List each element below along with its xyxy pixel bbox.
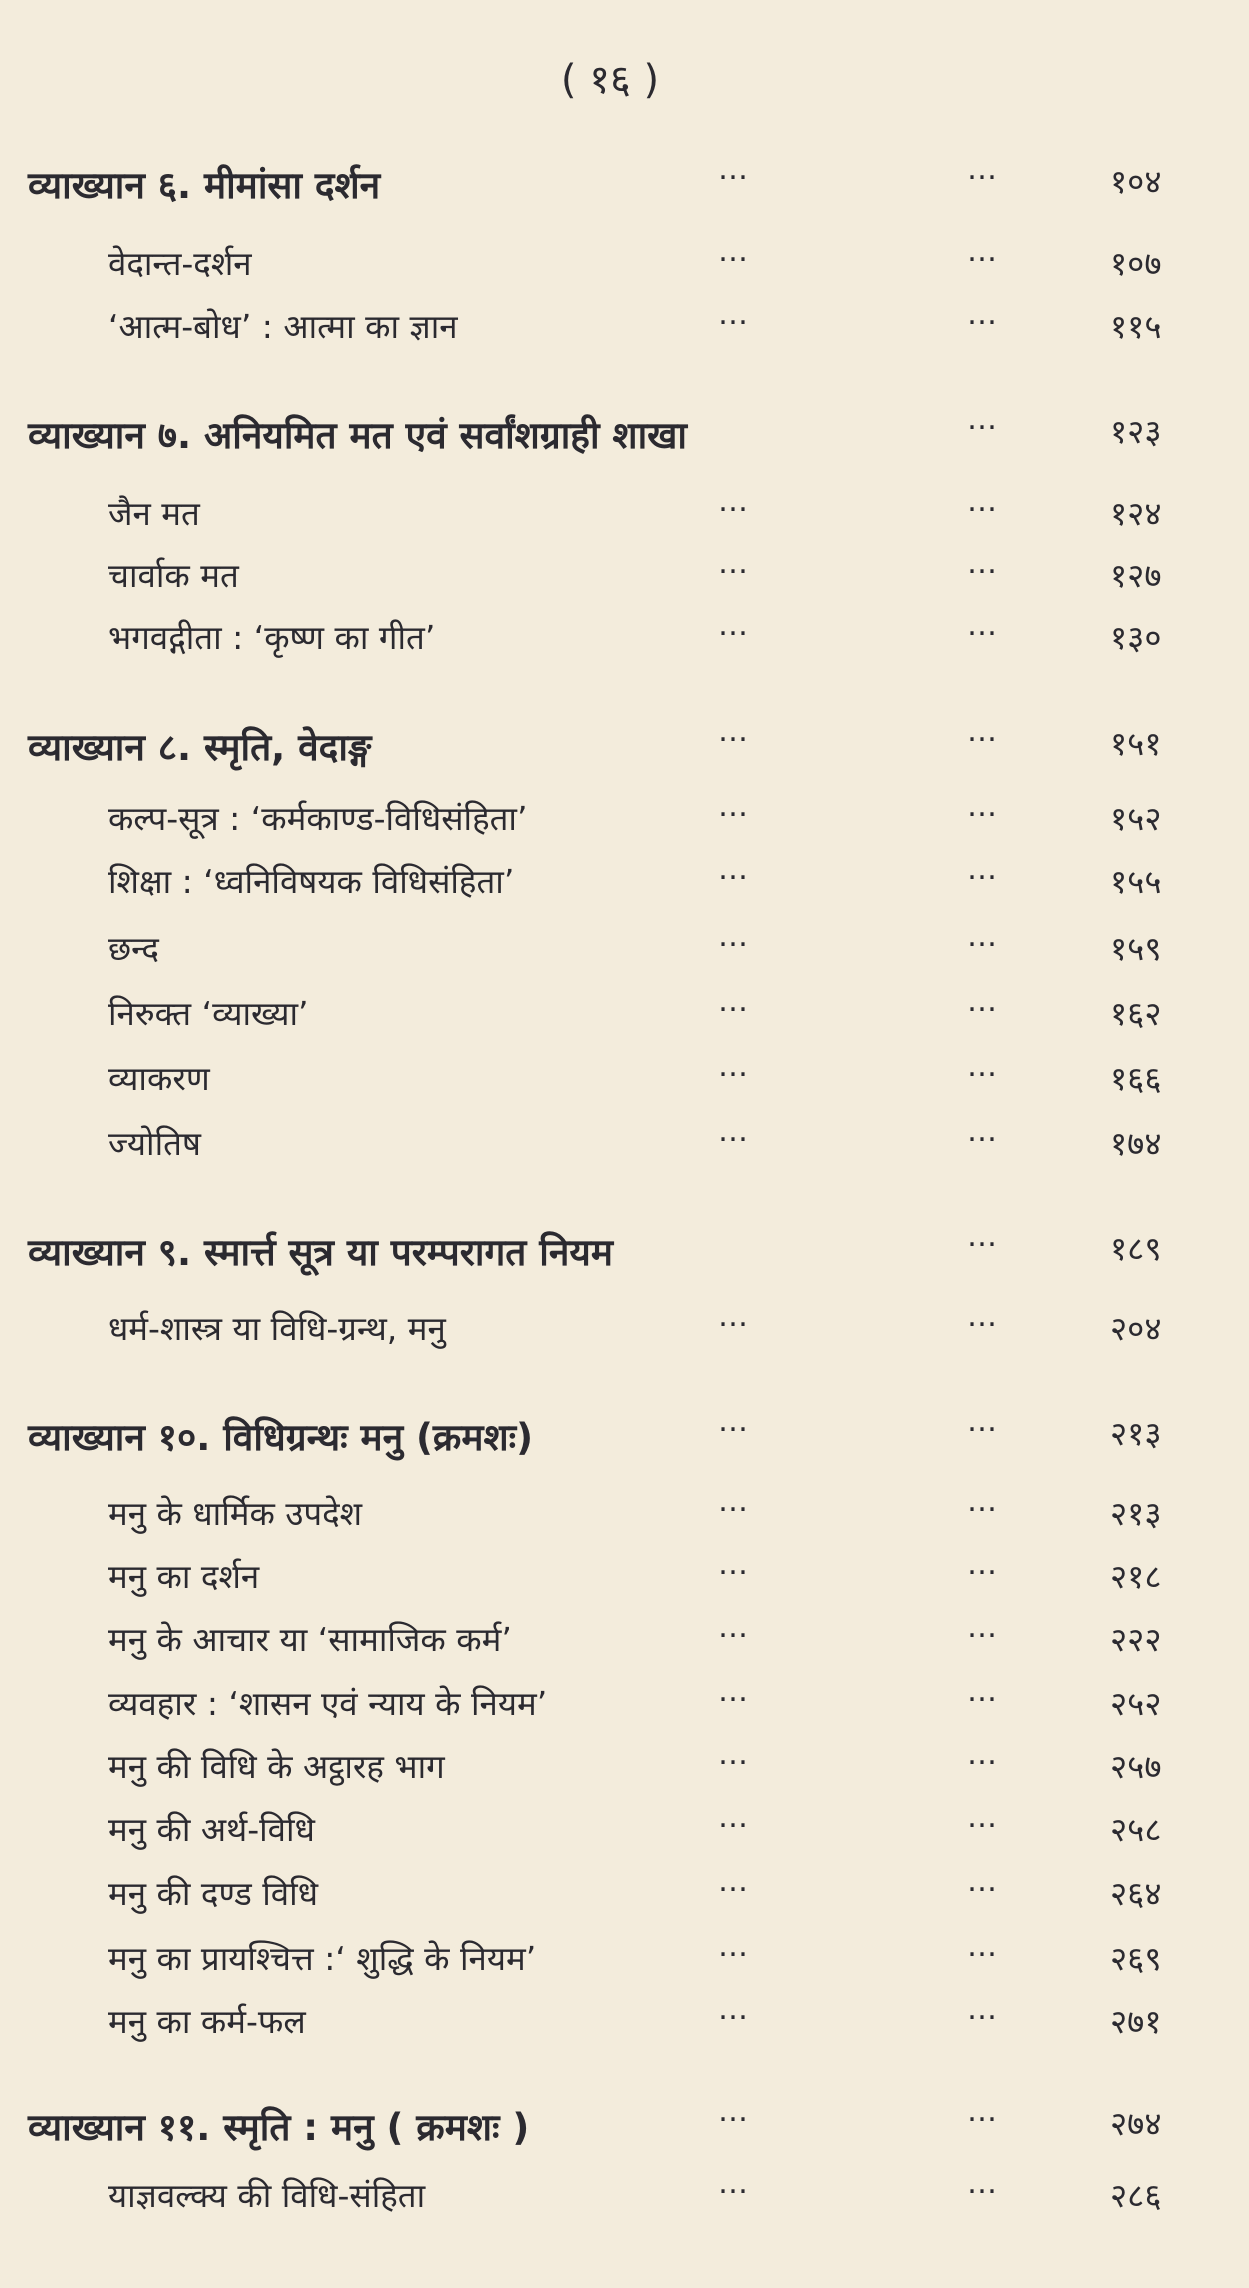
toc-page-number: ११५ [1110,307,1162,346]
toc-lecture-row [0,2094,1249,2149]
toc-entry-row [0,984,1249,1038]
toc-entry-title: व्याकरण [108,1059,210,1098]
leader-dots: … [718,1864,750,1899]
leader-dots: … [718,1299,750,1334]
toc-entry-row [0,1049,1249,1103]
leader-dots: … [718,546,750,581]
toc-entry-title: याज्ञवल्क्य की विधि-संहिता [108,2176,426,2215]
toc-page-number: १०४ [1110,162,1162,201]
toc-entry-title: मनु की विधि के अट्ठारह भाग [108,1747,445,1786]
toc-entry-title: मनु का दर्शन [108,1557,260,1596]
toc-lecture-title: व्याख्यान ६. मीमांसा दर्शन [28,164,381,207]
toc-entry-title: मनु की दण्ड विधि [108,1874,318,1913]
leader-dots: … [967,546,999,581]
leader-dots: … [967,1800,999,1835]
leader-dots: … [967,1114,999,1149]
toc-page-number: २०४ [1110,1309,1162,1348]
leader-dots: … [967,919,999,954]
toc-page-number: १३० [1110,618,1162,657]
toc-page-number: २१८ [1110,1557,1162,1596]
toc-entry-row [0,1547,1249,1601]
toc-page-number: २५२ [1110,1684,1162,1723]
toc-entry-title: धर्म-शास्त्र या विधि-ग्रन्थ, मनु [108,1309,446,1348]
toc-lecture-row [0,1219,1249,1274]
toc-page-number: १५२ [1110,799,1162,838]
leader-dots: … [718,1992,750,2027]
toc-entry-row [0,1737,1249,1791]
leader-dots: … [718,789,750,824]
toc-entry-title: भगवद्गीता : ‘कृष्ण का गीत’ [108,618,436,657]
leader-dots: … [718,1547,750,1582]
leader-dots: … [967,1404,999,1439]
toc-entry-row [0,1864,1249,1918]
toc-page-number: २६९ [1110,1939,1162,1978]
leader-dots: … [718,1800,750,1835]
toc-entry-row [0,1299,1249,1353]
toc-page-number: १५५ [1110,862,1162,901]
leader-dots: … [967,297,999,332]
leader-dots: … [718,1737,750,1772]
leader-dots: … [967,1547,999,1582]
toc-entry-row [0,852,1249,906]
toc-entry-title: मनु की अर्थ-विधि [108,1810,315,1849]
toc-entry-title: ज्योतिष [108,1124,201,1163]
toc-entry-title: ‘आत्म-बोध’ : आत्मा का ज्ञान [108,307,458,346]
toc-lecture-title: व्याख्यान ८. स्मृति, वेदाङ्ग [28,726,372,769]
leader-dots: … [967,234,999,269]
toc-entry-row [0,789,1249,843]
toc-entry-title: मनु के धार्मिक उपदेश [108,1494,363,1533]
leader-dots: … [967,984,999,1019]
toc-entry-row [0,1114,1249,1168]
toc-entry-title: व्यवहार : ‘शासन एवं न्याय के नियम’ [108,1684,548,1723]
leader-dots: … [967,789,999,824]
leader-dots: … [967,714,999,749]
toc-entry-title: निरुक्त ‘व्याख्या’ [108,994,309,1033]
toc-entry-row [0,484,1249,538]
toc-lecture-title: व्याख्यान ११. स्मृति : मनु ( क्रमशः ) [28,2106,530,2149]
leader-dots: … [718,484,750,519]
toc-entry-row [0,546,1249,600]
toc-entry-row [0,1610,1249,1664]
toc-lecture-title: व्याख्यान १०. विधिग्रन्थः मनु (क्रमशः) [28,1416,533,1459]
leader-dots: … [967,1049,999,1084]
toc-entry-row [0,1992,1249,2046]
toc-page-number: १२७ [1110,556,1162,595]
toc-entry-title: चार्वाक मत [108,556,239,595]
leader-dots: … [718,608,750,643]
leader-dots: … [718,1484,750,1519]
leader-dots: … [967,1864,999,1899]
toc-lecture-title: व्याख्यान ७. अनियमित मत एवं सर्वांशग्राही शाखा [28,414,687,457]
toc-page-number: १८९ [1110,1229,1162,1268]
leader-dots: … [718,1610,750,1645]
toc-lecture-title: व्याख्यान ९. स्मार्त्त सूत्र या परम्परागत नियम [28,1231,613,1274]
toc-lecture-row [0,1404,1249,1459]
leader-dots: … [718,1114,750,1149]
leader-dots: … [718,1929,750,1964]
leader-dots: … [967,1674,999,1709]
toc-lecture-row [0,714,1249,769]
toc-entry-row [0,2166,1249,2220]
toc-entry-title: वेदान्त-दर्शन [108,244,252,283]
toc-entry-title: कल्प-सूत्र : ‘कर्मकाण्ड-विधिसंहिता’ [108,799,528,838]
leader-dots: … [967,608,999,643]
leader-dots: … [967,1484,999,1519]
leader-dots: … [967,2094,999,2129]
leader-dots: … [967,1929,999,1964]
toc-page-number: २१३ [1110,1494,1162,1533]
toc-entry-row [0,919,1249,973]
toc-page-number: १७४ [1110,1124,1162,1163]
leader-dots: … [967,2166,999,2201]
toc-page-number: २५८ [1110,1810,1162,1849]
leader-dots: … [967,1299,999,1334]
leader-dots: … [967,1219,999,1254]
toc-lecture-row [0,402,1249,457]
leader-dots: … [718,984,750,1019]
toc-page-number: २७४ [1110,2104,1162,2143]
leader-dots: … [967,1610,999,1645]
toc-entry-title: मनु का प्रायश्चित्त :‘ शुद्धि के नियम’ [108,1939,537,1978]
toc-entry-title: शिक्षा : ‘ध्वनिविषयक विधिसंहिता’ [108,862,515,901]
toc-page-number: १६६ [1110,1059,1162,1098]
toc-page-number: २१३ [1110,1414,1162,1453]
leader-dots: … [967,402,999,437]
toc-page-number: १६२ [1110,994,1162,1033]
toc-entry-row [0,1674,1249,1728]
leader-dots: … [718,152,750,187]
toc-entry-row [0,1800,1249,1854]
page-number: ( १६ ) [560,57,660,103]
toc-lecture-row [0,152,1249,207]
toc-page-number: १०७ [1110,244,1162,283]
leader-dots: … [718,2166,750,2201]
leader-dots: … [718,1404,750,1439]
toc-page-number: १५९ [1110,929,1162,968]
toc-page-number: २६४ [1110,1874,1162,1913]
toc-page-number: १२३ [1110,412,1162,451]
toc-entry-row [0,297,1249,351]
leader-dots: … [718,2094,750,2129]
toc-entry-title: मनु के आचार या ‘सामाजिक कर्म’ [108,1620,512,1659]
toc-entry-title: मनु का कर्म-फल [108,2002,306,2041]
leader-dots: … [718,1674,750,1709]
toc-entry-row [0,234,1249,288]
toc-page-number: २७१ [1110,2002,1162,2041]
leader-dots: … [967,1992,999,2027]
leader-dots: … [718,1049,750,1084]
leader-dots: … [967,152,999,187]
leader-dots: … [718,919,750,954]
leader-dots: … [967,484,999,519]
toc-entry-title: जैन मत [108,494,200,533]
toc-page-number: १५१ [1110,724,1162,763]
toc-page-number: २२२ [1110,1620,1162,1659]
leader-dots: … [718,714,750,749]
leader-dots: … [718,297,750,332]
toc-entry-row [0,608,1249,662]
toc-page-number: २८६ [1110,2176,1162,2215]
toc-page-number: २५७ [1110,1747,1162,1786]
toc-page-number: १२४ [1110,494,1162,533]
toc-entry-title: छन्द [108,929,159,968]
toc-entry-row [0,1929,1249,1983]
leader-dots: … [967,852,999,887]
leader-dots: … [967,1737,999,1772]
toc-entry-row [0,1484,1249,1538]
leader-dots: … [718,852,750,887]
leader-dots: … [718,234,750,269]
